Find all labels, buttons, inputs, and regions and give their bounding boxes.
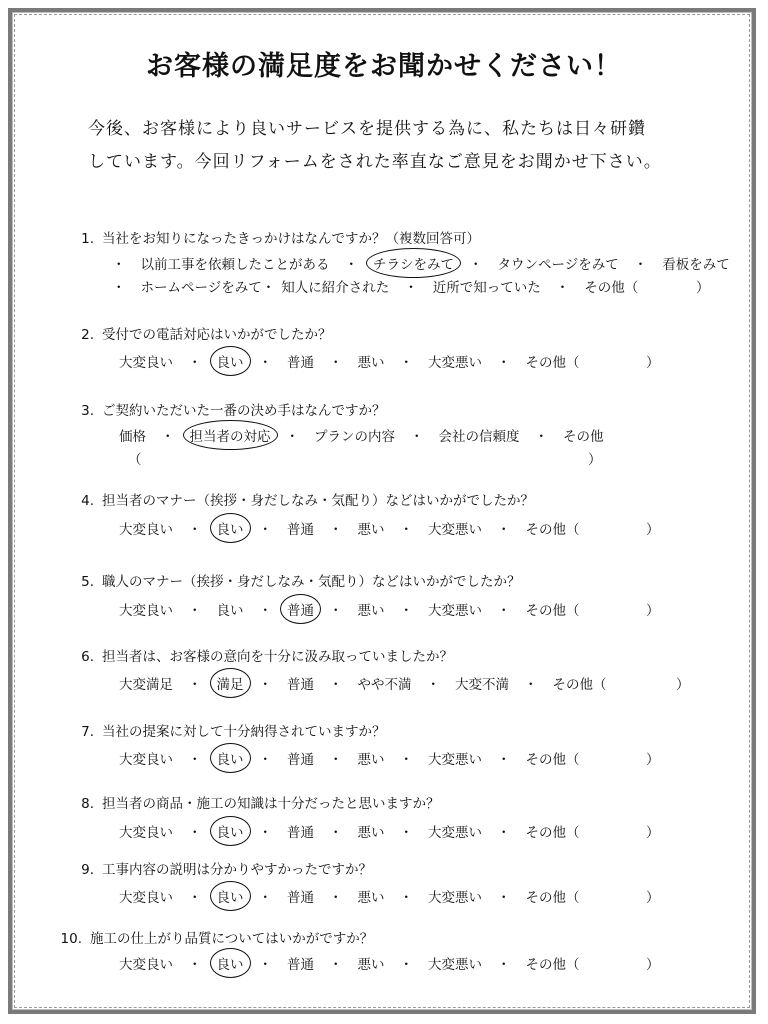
answer-option[interactable]: 以前工事を依頼したことがある	[140, 257, 330, 273]
separator: ・	[258, 677, 272, 693]
other-close-paren: ）	[588, 452, 602, 468]
separator: ・	[188, 677, 202, 693]
separator: ・	[399, 522, 413, 538]
separator: ・	[258, 957, 272, 973]
separator: ・	[188, 890, 202, 906]
answer-option[interactable]: 大変良い	[119, 522, 173, 538]
options-line	[116, 953, 583, 973]
answer-option[interactable]: 普通	[287, 677, 314, 693]
question-10	[60, 927, 373, 947]
separator: ・	[497, 603, 511, 619]
answer-option-selected[interactable]: 良い	[214, 821, 247, 841]
question-number: 4.	[81, 493, 94, 509]
other-close-paren: ）	[646, 957, 660, 973]
question-number: 2.	[81, 327, 94, 343]
answer-option[interactable]: 知人に紹介された	[281, 280, 390, 296]
answer-option[interactable]: 大変悪い	[428, 752, 482, 768]
separator: ・	[112, 257, 126, 273]
answer-option[interactable]: 悪い	[357, 355, 385, 371]
intro-line-2: しています。今回リフォームをされた率直なご意見をお聞かせ下さい。	[88, 152, 662, 172]
answer-option[interactable]: 普通	[287, 355, 314, 371]
separator: ・	[329, 677, 343, 693]
other-close-paren: ）	[646, 355, 660, 371]
options-line-2	[100, 276, 641, 296]
separator: ・	[258, 355, 272, 371]
other-close-paren: ）	[646, 752, 660, 768]
question-5	[72, 570, 521, 590]
answer-option[interactable]: 近所で知っていた	[432, 280, 541, 296]
separator: ・	[344, 257, 358, 273]
answer-option[interactable]: 大変満足	[119, 677, 173, 693]
answer-option[interactable]: 普通	[287, 890, 314, 906]
answer-option[interactable]: 価格	[119, 429, 146, 445]
separator: ・	[555, 280, 570, 296]
question-text: 工事内容の説明は分かりやすかったですか？	[102, 862, 372, 878]
options-line	[116, 518, 583, 538]
other-close-paren: ）	[646, 825, 660, 841]
question-text: ご契約いただいた一番の決め手はなんですか？	[102, 403, 386, 419]
question-number: 8.	[81, 796, 94, 812]
answer-option[interactable]: 大変悪い	[428, 355, 482, 371]
separator: ・	[329, 603, 343, 619]
answer-option[interactable]: 大変良い	[119, 752, 173, 768]
other-close-paren: ）	[646, 522, 660, 538]
answer-option[interactable]: やや不満	[357, 677, 412, 693]
separator: ・	[285, 429, 299, 445]
answer-option[interactable]: 普通	[287, 752, 314, 768]
question-text: 当社をお知りになったきっかけはなんですか？（複数回答可）	[102, 231, 480, 247]
separator: ・	[497, 355, 511, 371]
separator: ・	[524, 677, 538, 693]
question-text: 担当者の商品・施工の知識は十分だったと思いますか？	[102, 796, 440, 812]
separator: ・	[497, 752, 511, 768]
options-line	[116, 748, 583, 768]
answer-option-selected[interactable]: 良い	[214, 748, 247, 768]
separator: ・	[112, 280, 126, 296]
answer-option[interactable]: 大変良い	[119, 355, 173, 371]
question-text: 施工の仕上がり品質についてはいかがですか？	[90, 931, 374, 947]
question-6	[72, 645, 453, 665]
other-close-paren: ）	[646, 890, 660, 906]
other-close-paren: ）	[676, 677, 690, 693]
separator: ・	[329, 355, 343, 371]
answer-option[interactable]: 悪い	[357, 957, 385, 973]
separator: ・	[329, 522, 343, 538]
answer-option[interactable]: 大変良い	[119, 825, 173, 841]
separator: ・	[426, 677, 440, 693]
answer-option-selected[interactable]: 良い	[214, 953, 247, 973]
separator: ・	[534, 429, 548, 445]
question-text: 当社の提案に対して十分納得されていますか？	[102, 724, 386, 740]
options-line	[116, 425, 607, 445]
answer-option[interactable]: 大変不満	[455, 677, 509, 693]
separator: ・	[497, 957, 511, 973]
separator: ・	[399, 957, 413, 973]
answer-option[interactable]: 大変悪い	[428, 603, 482, 619]
answer-option[interactable]: その他（	[525, 957, 580, 973]
answer-option-selected[interactable]: 良い	[214, 886, 247, 906]
answer-option[interactable]: 悪い	[357, 522, 385, 538]
answer-option[interactable]: 看板をみて	[662, 257, 730, 273]
separator: ・	[188, 752, 202, 768]
separator: ・	[497, 825, 511, 841]
answer-option[interactable]: その他	[563, 429, 604, 445]
options-line	[116, 821, 583, 841]
answer-option[interactable]: 大変良い	[119, 603, 173, 619]
question-4	[72, 489, 534, 509]
question-text: 受付での電話対応はいかがでしたか？	[102, 327, 332, 343]
answer-option[interactable]: その他（	[525, 355, 580, 371]
answer-option[interactable]: ホームページをみて・	[140, 280, 276, 296]
question-text: 担当者は、お客様の意向を十分に汲み取っていましたか？	[102, 649, 453, 665]
answer-option[interactable]: その他（	[584, 280, 639, 296]
answer-option-selected[interactable]: 良い	[214, 518, 247, 538]
question-text: 担当者のマナー（挨拶・身だしなみ・気配り）などはいかがでしたか？	[102, 493, 534, 509]
options-line	[116, 351, 583, 371]
separator: ・	[404, 280, 418, 296]
separator: ・	[161, 429, 175, 445]
question-9	[72, 858, 372, 878]
question-text: 職人のマナー（挨拶・身だしなみ・気配り）などはいかがでしたか？	[102, 574, 521, 590]
question-1	[72, 227, 480, 247]
separator: ・	[188, 825, 202, 841]
separator: ・	[188, 522, 202, 538]
separator: ・	[329, 890, 343, 906]
separator: ・	[399, 355, 413, 371]
answer-option[interactable]: その他（	[525, 522, 580, 538]
question-number: 3.	[81, 403, 94, 419]
question-2	[72, 323, 332, 343]
options-line	[116, 599, 583, 619]
separator: ・	[633, 257, 648, 273]
answer-option[interactable]: 悪い	[357, 752, 385, 768]
separator: ・	[399, 603, 413, 619]
separator: ・	[399, 752, 413, 768]
separator: ・	[410, 429, 424, 445]
answer-option[interactable]: その他（	[525, 752, 580, 768]
separator: ・	[469, 257, 483, 273]
page-title: お客様の満足度をお聞かせください！	[146, 51, 622, 82]
separator: ・	[188, 957, 202, 973]
options-line	[116, 886, 583, 906]
separator: ・	[258, 825, 272, 841]
question-number: 1.	[81, 231, 94, 247]
separator: ・	[258, 522, 272, 538]
question-8	[72, 792, 440, 812]
separator: ・	[329, 752, 343, 768]
answer-option[interactable]: その他（	[525, 825, 580, 841]
answer-option-selected[interactable]: 満足	[214, 673, 247, 693]
separator: ・	[258, 890, 272, 906]
answer-option[interactable]: その他（	[552, 677, 607, 693]
answer-option[interactable]: 大変悪い	[428, 890, 482, 906]
other-open-paren: （	[128, 452, 142, 468]
answer-option[interactable]: 普通	[287, 522, 314, 538]
answer-option[interactable]: 悪い	[357, 825, 385, 841]
question-3	[72, 399, 386, 419]
answer-option[interactable]: 大変良い	[119, 957, 173, 973]
answer-option[interactable]: 良い	[216, 603, 244, 619]
options-line	[116, 673, 610, 693]
question-number: 10.	[60, 931, 82, 947]
answer-option[interactable]: 悪い	[357, 603, 385, 619]
separator: ・	[399, 825, 413, 841]
separator: ・	[188, 603, 202, 619]
answer-option[interactable]: タウンページをみて	[497, 257, 619, 273]
other-close-paren: ）	[696, 280, 710, 296]
separator: ・	[188, 355, 202, 371]
answer-option-selected[interactable]: 担当者の対応	[187, 425, 274, 445]
answer-option[interactable]: その他（	[525, 603, 580, 619]
question-number: 6.	[81, 649, 94, 665]
answer-option-selected[interactable]: 良い	[214, 351, 247, 371]
question-number: 7.	[81, 724, 94, 740]
separator: ・	[497, 890, 511, 906]
separator: ・	[497, 522, 511, 538]
answer-option[interactable]: プランの内容	[314, 429, 395, 445]
separator: ・	[329, 957, 343, 973]
answer-option[interactable]: 普通	[287, 825, 314, 841]
intro-line-1: 今後、お客様により良いサービスを提供する為に、私たちは日々研鑽	[88, 119, 646, 139]
answer-option[interactable]: 大変悪い	[428, 522, 482, 538]
answer-option-selected[interactable]: 普通	[284, 599, 317, 619]
separator: ・	[329, 825, 343, 841]
question-7	[72, 720, 386, 740]
answer-option[interactable]: 大変悪い	[428, 957, 482, 973]
answer-option-selected[interactable]: チラシをみて	[370, 253, 457, 273]
options-line-1	[100, 253, 733, 273]
separator: ・	[399, 890, 413, 906]
answer-option[interactable]: その他（	[525, 890, 580, 906]
answer-option[interactable]: 大変悪い	[428, 825, 482, 841]
answer-option[interactable]: 会社の信頼度	[438, 429, 520, 445]
answer-option[interactable]: 大変良い	[119, 890, 173, 906]
separator: ・	[258, 752, 272, 768]
other-close-paren: ）	[646, 603, 660, 619]
answer-option[interactable]: 悪い	[357, 890, 385, 906]
question-number: 9.	[81, 862, 94, 878]
answer-option[interactable]: 普通	[287, 957, 314, 973]
question-number: 5.	[81, 574, 94, 590]
separator: ・	[258, 603, 272, 619]
